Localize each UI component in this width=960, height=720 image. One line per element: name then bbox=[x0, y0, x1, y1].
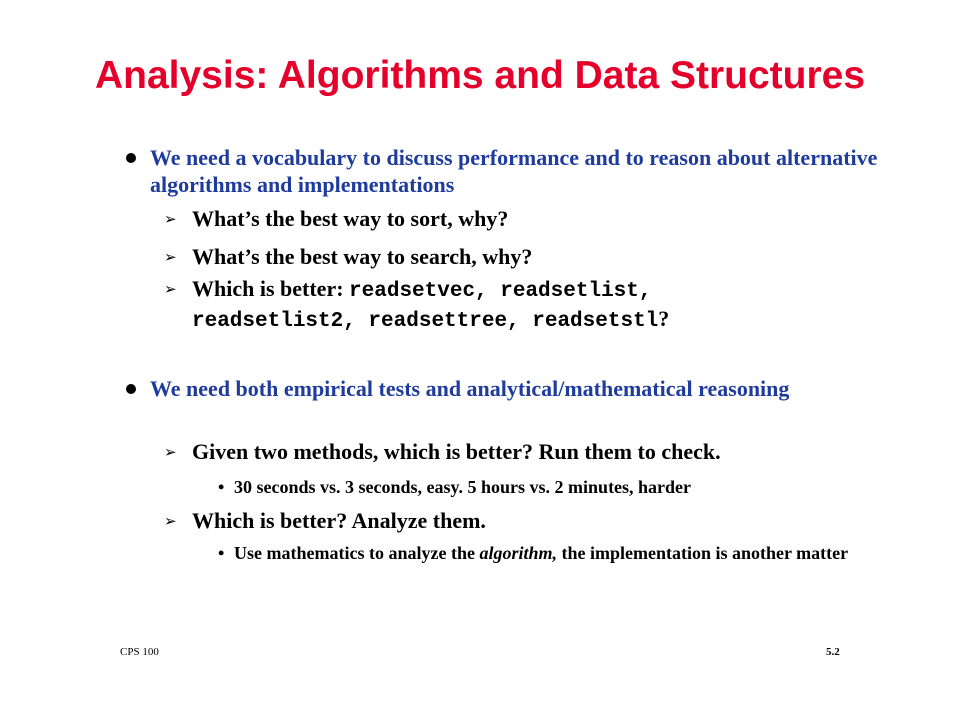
arrow-bullet-icon: ➢ bbox=[164, 248, 177, 266]
arrow-bullet-icon: ➢ bbox=[164, 210, 177, 228]
sub-sub-bullet-emphasis: algorithm, bbox=[479, 543, 557, 563]
dot-bullet: • bbox=[218, 543, 225, 563]
sub-bullet-suffix: ? bbox=[658, 306, 670, 331]
bullet-dot bbox=[126, 153, 136, 163]
arrow-bullet-icon: ➢ bbox=[164, 280, 177, 298]
bullet-text: We need a vocabulary to discuss performance and to reason about alternative algorithms and implementations bbox=[150, 145, 878, 197]
sub-bullet-text: Which is better? Analyze them. bbox=[192, 508, 486, 533]
footer-course: CPS 100 bbox=[120, 646, 159, 658]
bullet-dot bbox=[126, 384, 136, 394]
sub-sub-bullet-after: the implementation is another matter bbox=[556, 543, 849, 563]
sub-bullet-sort bbox=[164, 205, 892, 232]
sub-bullet-text: Given two methods, which is better? Run them to check. bbox=[192, 439, 721, 464]
dot-bullet: • bbox=[218, 477, 225, 497]
bullet-vocabulary bbox=[150, 144, 890, 198]
footer-page-number: 5.2 bbox=[826, 646, 840, 658]
sub-sub-bullet-before: Use mathematics to analyze the bbox=[234, 543, 480, 563]
bullet-empirical bbox=[150, 375, 890, 402]
sub-sub-bullet-mathematics bbox=[218, 543, 894, 564]
sub-sub-bullet-text: 30 seconds vs. 3 seconds, easy. 5 hours vs. 2 minutes, harder bbox=[234, 477, 692, 497]
sub-bullet-text: What’s the best way to sort, why? bbox=[192, 206, 509, 231]
slide-title: Analysis: Algorithms and Data Structures bbox=[94, 54, 866, 97]
arrow-bullet-icon: ➢ bbox=[164, 443, 177, 461]
sub-bullet-search bbox=[164, 243, 892, 270]
code-list-line-1: readsetvec, readsetlist, bbox=[349, 280, 652, 303]
bullet-text: We need both empirical tests and analytical/mathematical reasoning bbox=[150, 376, 790, 401]
sub-bullet-analyze bbox=[164, 507, 892, 534]
code-list-line-2: readsetlist2, readsettree, readsetstl bbox=[192, 310, 659, 333]
sub-bullet-two-methods bbox=[164, 438, 892, 465]
sub-bullet-prefix: Which is better: bbox=[192, 276, 350, 301]
sub-sub-bullet-timing bbox=[218, 477, 894, 498]
arrow-bullet-icon: ➢ bbox=[164, 512, 177, 530]
sub-bullet-which-better bbox=[164, 275, 892, 335]
sub-bullet-text: What’s the best way to search, why? bbox=[192, 244, 533, 269]
